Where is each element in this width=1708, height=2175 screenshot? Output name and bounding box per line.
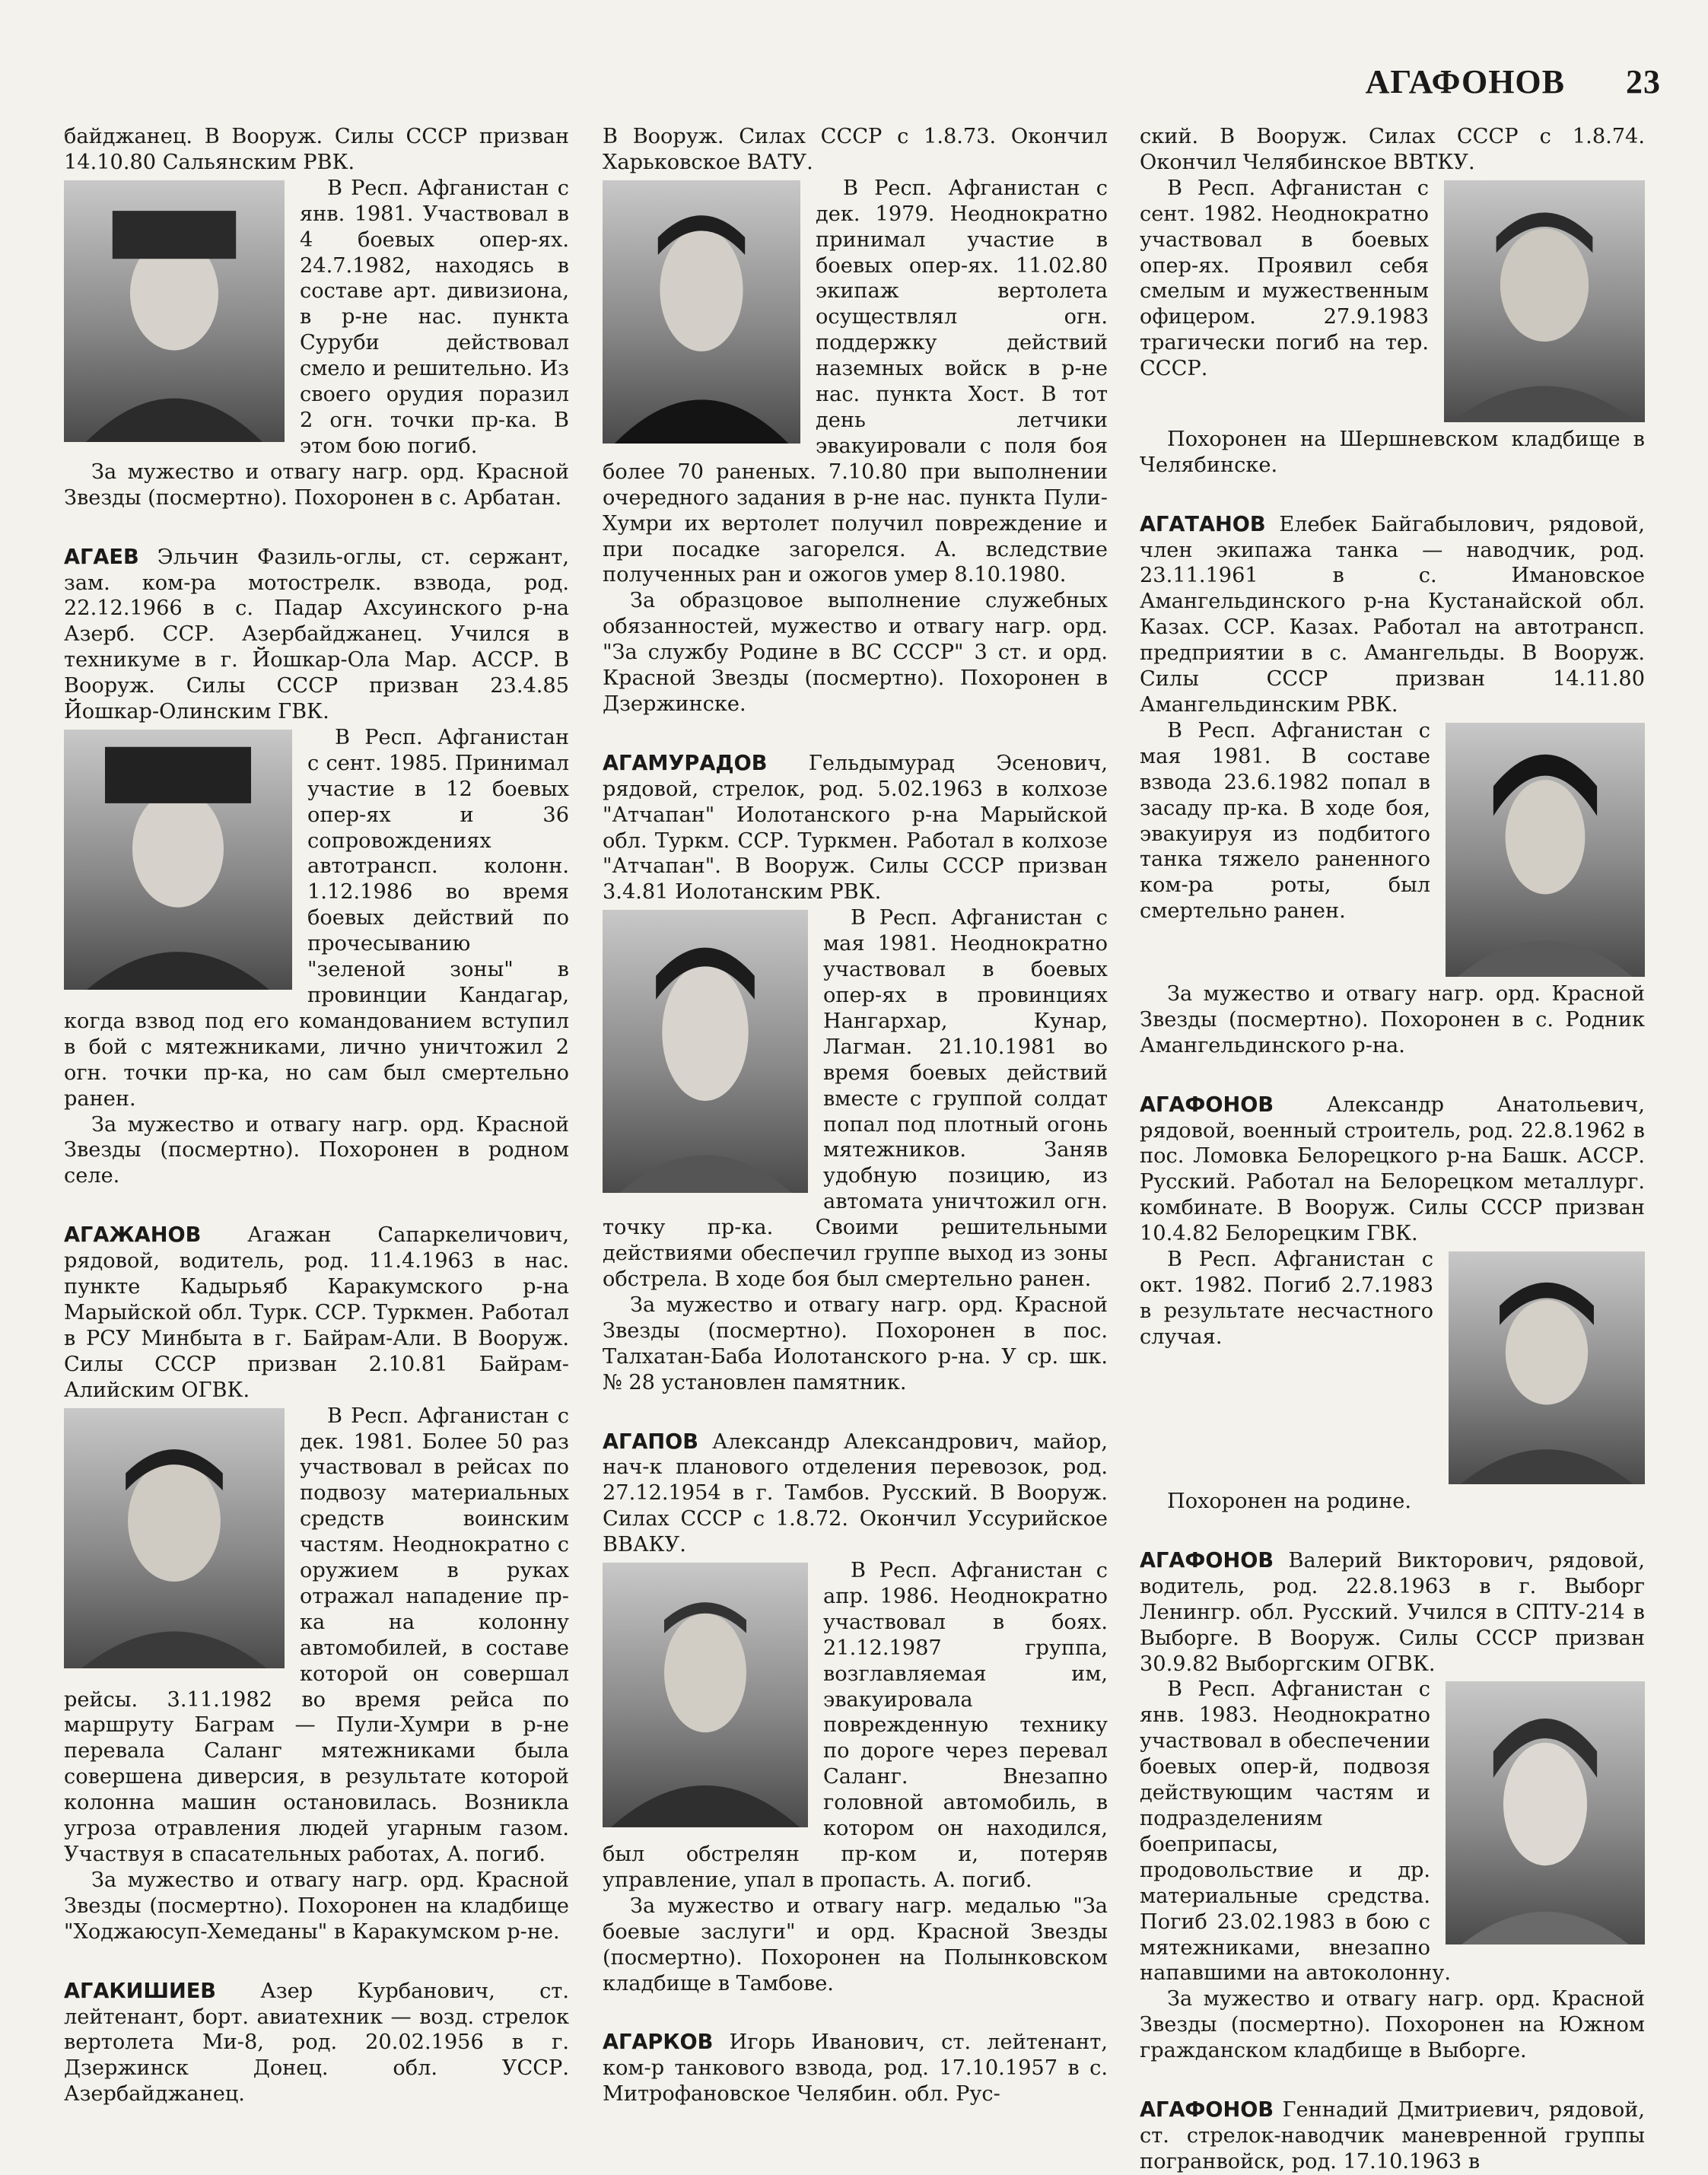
entry-text: Азер Курбанович, ст. лейтенант, борт. авиатехник — возд. стрелок вертолета Ми-8, род. 20.02.1956 в г. Дзержинск Донец. обл. УССР. Азербайджанец. xyxy=(64,1979,569,2107)
portrait-photo xyxy=(64,730,292,990)
entry-text: За мужество и отвагу нагр. орд. Красной Звезды (посмертно). Похоронен в с. Родник Амангельдинского р-на. xyxy=(1140,981,1645,1057)
entry-text: Елебек Байгабылович, рядовой, член экипажа танка — наводчик, род. 23.11.1961 в с. Имановское Амангельдинского р-на Кустанайской обл. Казах. ССР. Казах. Работал на автотрансп. предприятии в с. Амангельды. В Вооруж. Силы СССР призван 14.11.80 Амангельдинским РВК. xyxy=(1140,512,1645,717)
entry-text: За мужество и отвагу нагр. орд. Красной Звезды (посмертно). Похоронен в родном селе. xyxy=(64,1112,569,1188)
entry-text: байджанец. В Вооруж. Силы СССР призван 14.10.80 Сальянским РВК. xyxy=(64,125,569,174)
entry-surname: АГАФОНОВ xyxy=(1140,1092,1274,1117)
entry-agamuradov xyxy=(603,751,1108,905)
entry-text: Похоронен на Шершневском кладбище в Челябинске. xyxy=(1140,427,1645,477)
portrait-photo xyxy=(1444,180,1645,422)
entry-agafonov-gennadiy xyxy=(1140,2097,1645,2175)
entry-text: В Респ. Афганистан с янв. 1983. Неоднократно участвовал в обеспечении боевых опер-й, подвозя действующим частям и подразделениям боеприпасы, продовольствие и др. материальные средства. Погиб 23.02.1983 в бою с мятежниками, внезапно напавшими на автоколонну. xyxy=(1140,1677,1452,1986)
running-head-title: АГАФОНОВ xyxy=(1365,63,1565,100)
entry-text: В Респ. Афганистан с окт. 1982. Погиб 2.7.1983 в результате несчастного случая. xyxy=(1140,1248,1433,1349)
entry-text: За мужество и отвагу нагр. орд. Красной Звезды (посмертно). Похоронен на кладбище "Ходжаюсуп-Хемеданы" в Каракумском р-не. xyxy=(64,1868,569,1944)
column-3 xyxy=(1140,124,1645,2175)
page-number: 23 xyxy=(1626,63,1661,100)
portrait-photo xyxy=(603,1563,808,1827)
entry-text: В Вооруж. Силах СССР с 1.8.73. Окончил Харьковское ВАТУ. xyxy=(603,125,1108,174)
entry-surname: АГАРКОВ xyxy=(603,2030,714,2055)
entry-surname: АГАФОНОВ xyxy=(1140,2098,1274,2123)
entry-agafonov-valeriy xyxy=(1140,1548,1645,1677)
portrait-photo xyxy=(1449,1251,1645,1484)
entry-surname: АГАФОНОВ xyxy=(1140,1548,1274,1572)
portrait-photo xyxy=(64,180,285,442)
entry-text: Игорь Иванович, ст. лейтенант, ком-р танкового взвода, род. 17.10.1957 в с. Митрофановское Челябин. обл. Рус- xyxy=(603,2030,1108,2107)
entry-text: Александр Александрович, майор, нач-к планового отделения перевозок, род. 27.12.1954 в г. Тамбов. Русский. В Вооруж. Силах СССР с 1.8.72. Окончил Уссурийское ВВАКУ. xyxy=(603,1429,1108,1557)
running-header xyxy=(1366,62,1661,101)
entry-surname: АГАМУРАДОВ xyxy=(603,751,768,775)
portrait-photo xyxy=(1446,1681,1645,1944)
entry-text: В Респ. Афганистан с мая 1981. В составе взвода 23.6.1982 попал в засаду пр-ка. В ходе боя, эвакуируя из подбитого танка тяжело раненного ком-ра роты, был смертельно ранен. xyxy=(1140,718,1430,924)
entry-text: За образцовое выполнение служебных обязанностей, мужество и отвагу нагр. орд. "За службу Родине в ВС СССР" 3 ст. и орд. Красной Звезды (посмертно). Похоронен в Дзержинске. xyxy=(603,589,1108,716)
entry-surname: АГАТАНОВ xyxy=(1140,512,1266,536)
entry-text: Похоронен на родине. xyxy=(1167,1490,1411,1514)
entry-text: Эльчин Фазиль-оглы, ст. сержант, зам. ком-ра мотострелк. взвода, род. 22.12.1966 в с. Падар Ахсуинского р-на Азерб. ССР. Азербайджанец. Учился в техникуме в г. Йошкар-Ола Мар. АССР. В Вооруж. Силы СССР призван 23.4.85 Йошкар-Олинским ГВК. xyxy=(64,545,569,724)
entry-text: В Респ. Афганистан с сент. 1982. Неоднократно участвовал в боевых опер-ях. Проявил себя смелым и мужественным офицером. 27.9.1983 трагически погиб на тер. СССР. xyxy=(1140,176,1429,381)
entry-surname: АГАПОВ xyxy=(603,1429,698,1454)
entry-text: В Респ. Афганистан с сент. 1985. Принимал участие в 12 боевых опер-ях и 36 сопровождениях автотрансп. колонн. 1.12.1986 во время боевых действий по прочесыванию "зеленой зоны" в провинции Кандагар, когда взвод под его командованием вступил в бой с мятежниками, лично уничтожил 2 огн. точки пр-ка, но сам был смертельно ранен. xyxy=(64,725,569,1111)
entry-text: В Респ. Афганистан с мая 1981. Неоднократно участвовал в боевых опер-ях в провинциях Нангархар, Кунар, Лагман. 21.10.1981 во время боевых действий вместе с группой солдат попал под плотный огонь мятежников. Заняв удобную позицию, из автомата уничтожил огн. точку пр-ка. Своими решительными действиями обеспечил группе выход из зоны обстрела. В ходе боя был смертельно ранен. xyxy=(603,906,1108,1291)
entry-surname: АГАЕВ xyxy=(64,545,139,569)
column-2 xyxy=(603,124,1108,2107)
entry-text: Агажан Сапаркеличович, рядовой, водитель, род. 11.4.1963 в нас. пункте Кадырьяб Каракумского р-на Марыйской обл. Турк. ССР. Туркмен. Работал в РСУ Минбыта в г. Байрам-Али. В Вооруж. Силы СССР призван 2.10.81 Байрам-Алийским ОГВК. xyxy=(64,1223,569,1402)
entry-text: Валерий Викторович, рядовой, водитель, род. 22.8.1963 в г. Выборг Ленингр. обл. Русский. Учился в СПТУ-214 в Выборге. В Вооруж. Силы СССР призван 30.9.82 Выборгским ОГВК. xyxy=(1140,1548,1645,1676)
entry-text: За мужество и отвагу нагр. орд. Красной Звезды (посмертно). Похоронен в с. Арбатан. xyxy=(64,459,569,510)
entry-agarkov xyxy=(603,2030,1108,2107)
portrait-photo xyxy=(603,910,808,1193)
entry-text: Геннадий Дмитриевич, рядовой, ст. стрелок-наводчик маневренной группы погранвойск, род. 17.10.1963 в xyxy=(1140,2098,1645,2173)
portrait-photo xyxy=(1446,723,1645,977)
entry-text: Александр Анатольевич, рядовой, военный строитель, род. 22.8.1962 в пос. Ломовка Белорецкого р-на Башк. АССР. Русский. Работал на Белорецком металлург. комбинате. В Вооруж. Силы СССР призван 10.4.82 Белорецким ГВК. xyxy=(1140,1092,1645,1246)
entry-agapov xyxy=(603,1429,1108,1559)
entry-agatanov xyxy=(1140,512,1645,718)
portrait-photo xyxy=(64,1408,285,1668)
entry-text: Гельдымурад Эсенович, рядовой, стрелок, род. 5.02.1963 в колхозе "Атчапан" Иолотанского р-на Марыйской обл. Туркм. ССР. Туркмен. Работал в колхозе "Атчапан". В Вооруж. Силы СССР призван 3.4.81 Иолотанским РВК. xyxy=(603,751,1108,905)
entry-surname: АГАЖАНОВ xyxy=(64,1223,202,1248)
entry-surname: АГАКИШИЕВ xyxy=(64,1979,217,2003)
entry-agazhanov xyxy=(64,1223,569,1403)
entry-text: В Респ. Афганистан с апр. 1986. Неоднократно участвовал в боях. 21.12.1987 группа, возглавляемая им, эвакуировала поврежденную технику по дороге через перевал Саланг. Внезапно головной автомобиль, в котором он находился, был обстрелян пр-ком и, потеряв управление, упал в пропасть. А. погиб. xyxy=(603,1559,1108,1892)
entry-text: В Респ. Афганистан с дек. 1981. Более 50 раз участвовал в рейсах по подвозу материальных средств воинским частям. Неоднократно с оружием в руках отражал нападение пр-ка на колонну автомобилей, в составе которой он совершал рейсы. 3.11.1982 во время рейса по маршруту Баграм — Пули-Хумри в р-не перевала Саланг мятежниками была совершена диверсия, в результате которой колонна машин остановилась. Возникла угроза отравления людей угарным газом. Участвуя в спасательных работах, А. погиб. xyxy=(64,1404,569,1866)
entry-agafonov-aleksandr xyxy=(1140,1092,1645,1247)
entry-text: В Респ. Афганистан с янв. 1981. Участвовал в 4 боевых опер-ях. 24.7.1982, находясь в составе арт. дивизиона, в р-не нас. пункта Суруби действовал смело и решительно. Из своего орудия поразил 2 огн. точки пр-ка. В этом бою погиб. xyxy=(300,176,569,458)
entry-text: В Респ. Афганистан с дек. 1979. Неоднократно принимал участие в боевых опер-ях. 11.02.80 экипаж вертолета осуществлял огн. поддержку действий наземных войск в р-не нас. пункта Хост. В тот день летчики эвакуировали с поля боя более 70 раненых. 7.10.80 при выполнении очередного задания в р-не нас. пункта Пули-Хумри их вертолет получил повреждение и при посадке загорелся. А. вследствие полученных ран и ожогов умер 8.10.1980. xyxy=(603,176,1108,587)
entry-agakishiev xyxy=(64,1979,569,2108)
entry-agaev xyxy=(64,545,569,725)
entry-text: ский. В Вооруж. Силах СССР с 1.8.74. Окончил Челябинское ВВТКУ. xyxy=(1140,125,1645,174)
column-1 xyxy=(64,124,569,2107)
entry-text: За мужество и отвагу нагр. орд. Красной Звезды (посмертно). Похоронен в пос. Талхатан-Баба Иолотанского р-на. У ср. шк. № 28 установлен памятник. xyxy=(603,1293,1108,1394)
entry-text: За мужество и отвагу нагр. медалью "За боевые заслуги" и орд. Красной Звезды (посмертно). Похоронен на Полынковском кладбище в Тамбове. xyxy=(603,1894,1108,1995)
portrait-photo xyxy=(603,180,800,444)
entry-text: За мужество и отвагу нагр. орд. Красной Звезды (посмертно). Похоронен на Южном гражданском кладбище в Выборге. xyxy=(1140,1987,1645,2063)
